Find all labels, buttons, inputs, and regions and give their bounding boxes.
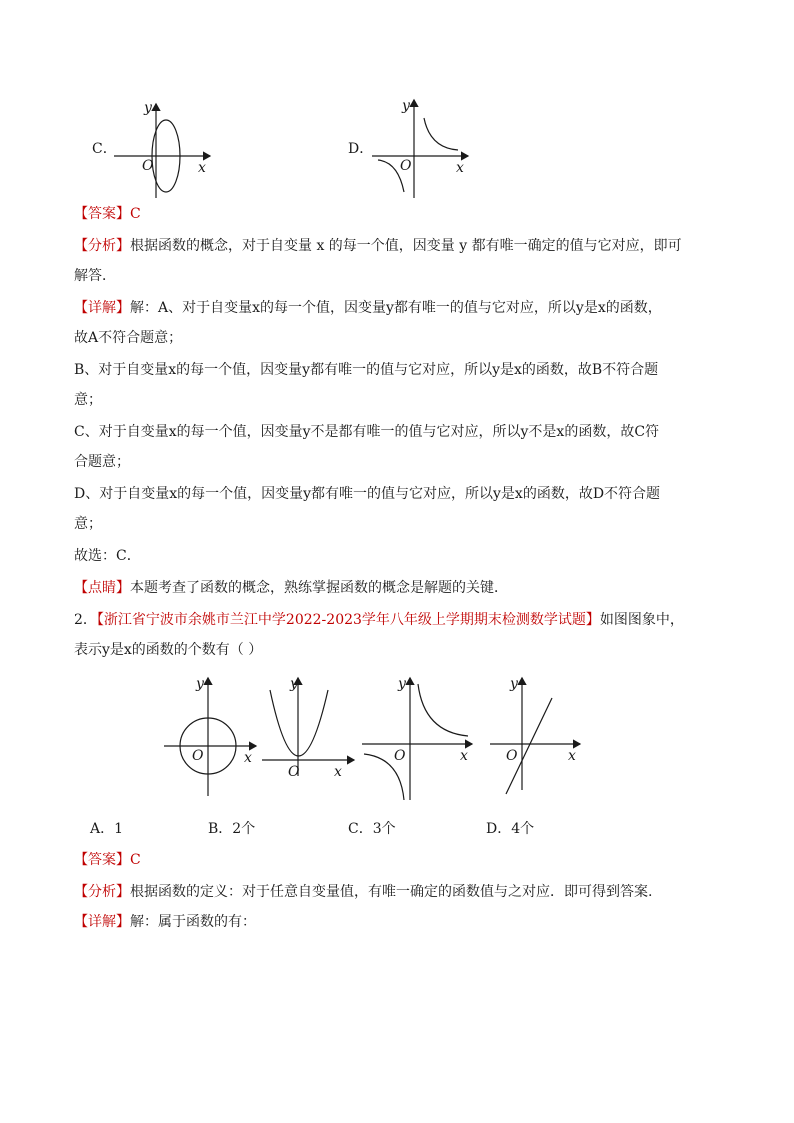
- graph-parabola: [258, 672, 358, 782]
- graph-hyperbola: [360, 672, 480, 804]
- q1-analysis-line1: [74, 236, 682, 256]
- x-axis-label: x: [244, 750, 252, 766]
- q2-answer: [74, 850, 141, 870]
- y-axis-label: y: [144, 100, 152, 116]
- q1-detail-line6: 合题意；: [74, 454, 130, 470]
- y-axis-label: y: [510, 676, 518, 692]
- q1-detail-line9: 故选：C．: [74, 548, 141, 564]
- q1-answer: [74, 204, 141, 224]
- x-axis-label: x: [568, 748, 576, 764]
- x-axis-label: x: [334, 764, 342, 780]
- q1-detail-line7: D、对于自变量x的每一个值，因变量y都有唯一的值与它对应，所以y是x的函数，故D不符合题: [74, 486, 661, 502]
- q1-detail-line2: 故A不符合题意；: [74, 330, 183, 346]
- x-axis-label: x: [198, 160, 206, 176]
- graph-option-d-hyperbola: [368, 96, 478, 202]
- option-d-label: D．: [348, 141, 374, 157]
- graph-line: [486, 672, 586, 798]
- graph-option-c-ellipse: [110, 96, 220, 202]
- q2-stem-line1: [74, 610, 684, 630]
- y-axis-label: y: [398, 676, 406, 692]
- y-axis-label: y: [196, 676, 204, 692]
- analysis-tag: 【分析】: [74, 238, 130, 254]
- hyperbola-branch-upper: [424, 118, 458, 150]
- q2-analysis: [74, 882, 652, 902]
- option-c[interactable]: C．3个: [348, 821, 396, 837]
- analysis-text: 根据函数的概念，对于自变量 x 的每一个值，因变量 y 都有唯一确定的值与它对应，即可: [130, 238, 682, 254]
- x-axis-label: x: [460, 748, 468, 764]
- origin-label: O: [394, 748, 406, 764]
- analysis-tag: 【分析】: [74, 884, 130, 900]
- x-axis-label: x: [456, 160, 464, 176]
- origin-label: O: [142, 158, 154, 174]
- analysis-text: 根据函数的定义：对于任意自变量值，有唯一确定的函数值与之对应．即可得到答案.: [130, 884, 653, 900]
- q2-stem-line2: 表示y是x的函数的个数有（ ）: [74, 642, 263, 658]
- option-c-label: C．: [92, 141, 117, 157]
- y-axis-label: y: [402, 98, 410, 114]
- q2-source: 【浙江省宁波市余姚市兰江中学2022-2023学年八年级上学期期末检测数学试题】: [96, 612, 600, 628]
- detail-tag: 【详解】: [74, 914, 130, 930]
- graph-circle: [160, 672, 260, 802]
- origin-label: O: [400, 158, 412, 174]
- detail-tag: 【详解】: [74, 300, 130, 316]
- q1-detail-line3: B、对于自变量x的每一个值，因变量y都有唯一的值与它对应，所以y是x的函数，故B不符合题: [74, 362, 659, 378]
- option-a[interactable]: A．1: [90, 821, 124, 837]
- point-tag: 【点睛】: [74, 580, 130, 596]
- origin-label: O: [506, 748, 518, 764]
- origin-label: O: [192, 748, 204, 764]
- q1-detail-line8: 意；: [74, 516, 102, 532]
- detail-text: 解：属于函数的有：: [130, 914, 256, 930]
- answer-value: C: [130, 852, 141, 868]
- answer-tag: 【答案】: [74, 206, 130, 222]
- q1-detail-line1: [74, 298, 662, 318]
- q2-stem-tail: 如图图象中，: [599, 612, 684, 628]
- detail-text: 解：A、对于自变量x的每一个值，因变量y都有唯一的值与它对应，所以y是x的函数，: [130, 300, 662, 316]
- answer-tag: 【答案】: [74, 852, 130, 868]
- origin-label: O: [288, 764, 300, 780]
- answer-value: C: [130, 206, 141, 222]
- option-b[interactable]: B．2个: [208, 821, 256, 837]
- point-text: 本题考查了函数的概念，熟练掌握函数的概念是解题的关键．: [130, 580, 508, 596]
- q2-number: 2．: [74, 612, 97, 628]
- q1-point: [74, 578, 508, 598]
- y-axis-label: y: [290, 676, 298, 692]
- q1-analysis-line2: 解答．: [74, 268, 116, 284]
- parabola-curve: [270, 690, 328, 756]
- hyperbola-branch-upper: [418, 684, 468, 736]
- q1-detail-line5: C、对于自变量x的每一个值，因变量y不是都有唯一的值与它对应，所以y不是x的函数，故C符: [74, 424, 660, 440]
- q2-detail: [74, 912, 256, 932]
- straight-line: [506, 698, 552, 794]
- q1-detail-line4: 意；: [74, 392, 102, 408]
- option-d[interactable]: D．4个: [486, 821, 535, 837]
